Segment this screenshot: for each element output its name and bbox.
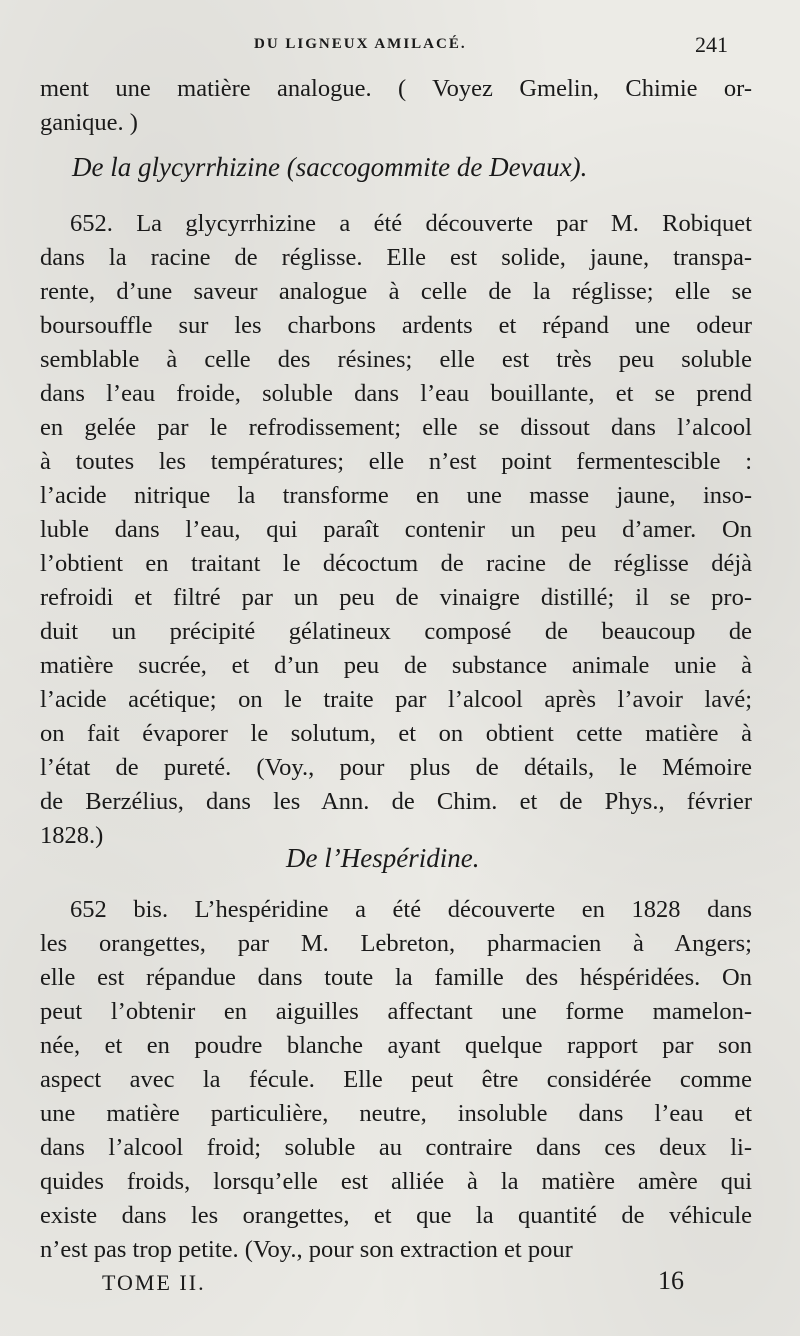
text-line: l’acide acétique; on le traite par l’alcool après l’avoir lavé; <box>40 686 752 713</box>
text-line: 652. La glycyrrhizine a été découverte par M. Robiquet <box>70 210 752 237</box>
text-line: 1828.) <box>40 822 104 849</box>
text-line: refroidi et filtré par un peu de vinaigre distillé; il se pro- <box>40 584 752 611</box>
signature-mark: 16 <box>658 1266 684 1295</box>
text-line: l’état de pureté. (Voy., pour plus de détails, le Mémoire <box>40 754 752 781</box>
text-line: matière sucrée, et d’un peu de substance animale unie à <box>40 652 752 679</box>
paragraph-hesperidine <box>40 893 752 1267</box>
text-line: de Berzélius, dans les Ann. de Chim. et de Phys., février <box>40 788 752 815</box>
text-line: peut l’obtenir en aiguilles affectant une forme mamelon- <box>40 998 752 1025</box>
text-line: rente, d’une saveur analogue à celle de la réglisse; elle se <box>40 278 752 305</box>
running-title: DU LIGNEUX AMILACÉ. <box>254 36 467 52</box>
text-line: n’est pas trop petite. (Voy., pour son extraction et pour <box>40 1236 573 1263</box>
text-line: dans l’eau froide, soluble dans l’eau bouillante, et se prend <box>40 380 752 407</box>
text-line: boursouffle sur les charbons ardents et répand une odeur <box>40 312 752 339</box>
running-head <box>0 32 800 58</box>
text-line: on fait évaporer le solutum, et on obtient cette matière à <box>40 720 752 747</box>
text-line: ganique. ) <box>40 109 138 136</box>
text-line: duit un précipité gélatineux composé de beaucoup de <box>40 618 752 645</box>
text-line: quides froids, lorsqu’elle est alliée à la matière amère qui <box>40 1168 752 1195</box>
page-number: 241 <box>695 32 728 57</box>
paragraph-glycyrrhizine <box>40 207 752 853</box>
section-heading-hesperidine: De l’Hespéridine. <box>286 843 480 873</box>
text-line: dans la racine de réglisse. Elle est solide, jaune, transpa- <box>40 244 752 271</box>
text-line: aspect avec la fécule. Elle peut être considérée comme <box>40 1066 752 1093</box>
text-line: en gelée par le refrodissement; elle se dissout dans l’alcool <box>40 414 752 441</box>
text-line: luble dans l’eau, qui paraît contenir un peu d’amer. On <box>40 516 752 543</box>
section-heading-glycyrrhizine: De la glycyrrhizine (saccogommite de Devaux). <box>72 152 588 182</box>
page-footer <box>0 1266 800 1304</box>
text-line: à toutes les températures; elle n’est point fermentescible : <box>40 448 752 475</box>
text-line: 652 bis. L’hespéridine a été découverte en 1828 dans <box>70 896 752 923</box>
text-line: née, et en poudre blanche ayant quelque rapport par son <box>40 1032 752 1059</box>
text-line: l’acide nitrique la transforme en une masse jaune, inso- <box>40 482 752 509</box>
text-line: une matière particulière, neutre, insoluble dans l’eau et <box>40 1100 752 1127</box>
text-line: dans l’alcool froid; soluble au contraire dans ces deux li- <box>40 1134 752 1161</box>
text-line: l’obtient en traitant le décoctum de racine de réglisse déjà <box>40 550 752 577</box>
text-line: les orangettes, par M. Lebreton, pharmacien à Angers; <box>40 930 752 957</box>
top-fragment <box>40 72 752 140</box>
text-line: existe dans les orangettes, et que la quantité de véhicule <box>40 1202 752 1229</box>
text-line: ment une matière analogue. ( Voyez Gmelin, Chimie or- <box>40 75 752 102</box>
text-line: elle est répandue dans toute la famille des héspéridées. On <box>40 964 752 991</box>
volume-label: TOME II. <box>102 1270 206 1295</box>
text-line: semblable à celle des résines; elle est très peu soluble <box>40 346 752 373</box>
